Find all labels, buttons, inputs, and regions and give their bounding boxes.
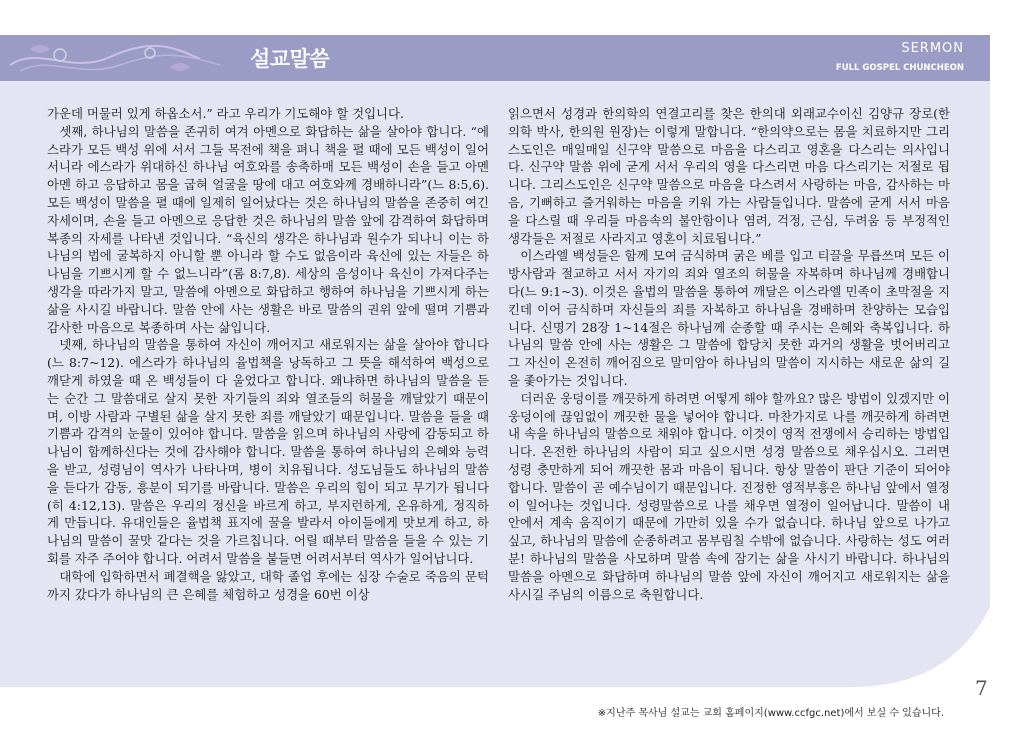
paragraph: 셋째, 하나님의 말씀을 존귀히 여겨 아멘으로 화답하는 삶을 살아야 합니다. “에스라가 모든 백성 위에 서서 그들 목전에 책을 펴니 책을 펼 때에 모든 백성이 일어서니라 에스라가 위대하신 하나님 여호와를 송축하매 모든 백성이 손을 들고 아멘 아멘 하고 응답하고 몸을 굽혀 얼굴을 땅에 대고 여호와께 경배하니라”(느 8:5,6). 모든 백성이 말씀을 펼 때에 일제히 일어났다는 것은 하나님의 말씀을 존중히 여긴 자세이며, 손을 들고 아멘으로 응답한 것은 하나님의 말씀 앞에 감격하여 화답하며 복종의 자세를 나타낸 것입니다. “육신의 생각은 하나님과 원수가 되나니 이는 하나님의 법에 굴복하지 아니할 뿐 아니라 할 수도 없음이라 육신에 있는 자들은 하나님을 기쁘시게 할 수 없느니라”(롬 8:7,8). 세상의 음성이나 육신이 가져다주는 생각을 따라가지 말고, 말씀에 아멘으로 화답하고 행하여 하나님을 기쁘시게 하는 삶을 사시길 바랍니다. 말씀 안에 사는 생활은 바로 말씀의 권위 앞에 떨며 기쁨과 감사한 마음으로 복종하며 사는 삶입니다. bbox=[47, 123, 489, 335]
paragraph: 더러운 웅덩이를 깨끗하게 하려면 어떻게 해야 할까요? 많은 방법이 있겠지만 이 웅덩이에 끊임없이 깨끗한 물을 넣어야 합니다. 마찬가지로 나를 깨끗하게 하려면 내 속을 하나님의 말씀으로 채워야 합니다. 이것이 영적 전쟁에서 승리하는 방법입니다. 온전한 하나님의 사람이 되고 싶으시면 성경 말씀으로 채우십시오. 그러면 성령 충만하게 되어 깨끗한 몸과 마음이 됩니다. 항상 말씀이 판단 기준이 되어야 합니다. 말씀이 곧 예수님이기 때문입니다. 진정한 영적부흥은 하나님 앞에서 열정이 일어나는 것입니다. 성령말씀으로 나를 채우면 열정이 일어납니다. 말씀이 내 안에서 계속 움직이기 때문에 가만히 있을 수가 없습니다. 하나님 앞으로 나가고 싶고, 하나님의 말씀에 순종하려고 몸부림칠 수밖에 없습니다. 사랑하는 성도 여러분! 하나님의 말씀을 사모하며 말씀 속에 잠기는 삶을 사시기 바랍니다. 하나님의 말씀을 아멘으로 화답하며 하나님의 말씀 앞에 자신이 깨어지고 새로워지는 삶을 사시길 주님의 이름으로 축원합니다. bbox=[508, 390, 950, 602]
paragraph: 대학에 입학하면서 폐결핵을 앓았고, 대학 졸업 후에는 심장 수술로 죽음의 문턱까지 갔다가 하나님의 큰 은혜를 체험하고 성경을 60번 이상 bbox=[47, 568, 489, 602]
paragraph: 이스라엘 백성들은 함께 모여 금식하며 굵은 베를 입고 티끌을 무릅쓰며 모든 이방사람과 절교하고 서서 자기의 죄와 열조의 허물을 자복하며 하나님께 경배합니다(느 9:1~3). 이것은 율법의 말씀을 통하여 깨달은 이스라엘 민족이 초막절을 지킨데 이어 금식하며 자신들의 죄를 자복하고 하나님을 경배하며 찬양하는 모습입니다. 신명기 28장 1~14절은 하나님께 순종할 때 주시는 은혜와 축복입니다. 하나님의 말씀 안에 사는 생활은 그 말씀에 합당치 못한 과거의 생활을 벗어버리고 그 자신이 온전히 깨어짐으로 말미암아 하나님의 말씀이 지시하는 새로운 삶의 길을 좇아가는 것입니다. bbox=[508, 248, 950, 388]
page-title: 설교말씀 bbox=[250, 47, 330, 71]
left-column bbox=[47, 105, 489, 603]
paragraph: 읽으면서 성경과 한의학의 연결고리를 찾은 한의대 외래교수이신 김양규 장로(한의학 박사, 한의원 원장)는 이렇게 말합니다. “한의약으로는 몸을 치료하지만 그리스도인은 매일매일 신구약 말씀으로 마음을 다스리고 영혼을 다스리는 의사입니다. 신구약 말씀 위에 굳게 서서 우리의 영을 다스리면 마음 다스리기는 저절로 됩니다. 그리스도인은 신구약 말씀으로 마음을 다스려서 사랑하는 마음, 감사하는 마음, 기뻐하고 즐거워하는 마음을 키워 가는 사람들입니다. 말씀에 굳게 서서 마음을 다스릴 때 우리들 마음속의 불안함이나 염려, 걱정, 근심, 두려움 등 부정적인 생각들은 저절로 사라지고 영혼이 치료됩니다.” bbox=[508, 106, 950, 246]
page-number: 7 bbox=[975, 676, 988, 700]
corner-curve-decoration bbox=[850, 607, 990, 687]
paragraph: 넷째, 하나님의 말씀을 통하여 자신이 깨어지고 새로워지는 삶을 살아야 합니다(느 8:7~12). 에스라가 하나님의 율법책을 낭독하고 그 뜻을 해석하여 백성으로 깨닫게 하였을 때 온 백성들이 다 울었다고 합니다. 왜냐하면 하나님의 말씀을 듣는 순간 그 말씀대로 살지 못한 자기들의 죄와 열조들의 허물을 깨달았기 때문이며, 이방 사람과 구별된 삶을 살지 못한 죄를 깨달았기 때문입니다. 말씀을 들을 때 기쁨과 감격의 눈물이 있어야 합니다. 말씀을 읽으며 하나님의 사랑에 감동되고 하나님이 함께하신다는 것에 감사해야 합니다. 말씀을 통하여 하나님의 은혜와 능력을 받고, 성령님이 역사가 나타나며, 병이 치유됩니다. 성도님들도 하나님의 말씀을 듣다가 감동, 흥분이 되기를 바랍니다. 말씀은 우리의 힘이 되고 무기가 됩니다(히 4:12,13). 말씀은 우리의 정신을 바르게 하고, 부지런하게, 온유하게, 정직하게 만듭니다. 유대인들은 율법책 표지에 꿀을 발라서 아이들에게 맛보게 하고, 하나님의 말씀이 꿀맛 같다는 것을 가르칩니다. 어릴 때부터 말씀을 들을 수 있는 기회를 자주 주어야 합니다. 어려서 말씀을 붙들면 어려서부터 역사가 일어납니다. bbox=[47, 337, 489, 566]
paragraph: 가운데 머물러 있게 하옵소서.” 라고 우리가 기도해야 할 것입니다. bbox=[47, 106, 404, 121]
header-bar bbox=[0, 35, 990, 81]
section-label: SERMON bbox=[901, 41, 964, 56]
floral-ornament-icon bbox=[0, 35, 240, 81]
right-column bbox=[508, 105, 950, 603]
church-name: FULL GOSPEL CHUNCHEON bbox=[835, 63, 964, 73]
footnote: ※지난주 목사님 설교는 교회 홈페이지(www.ccfgc.net)에서 보실 수 있습니다. bbox=[597, 708, 944, 719]
